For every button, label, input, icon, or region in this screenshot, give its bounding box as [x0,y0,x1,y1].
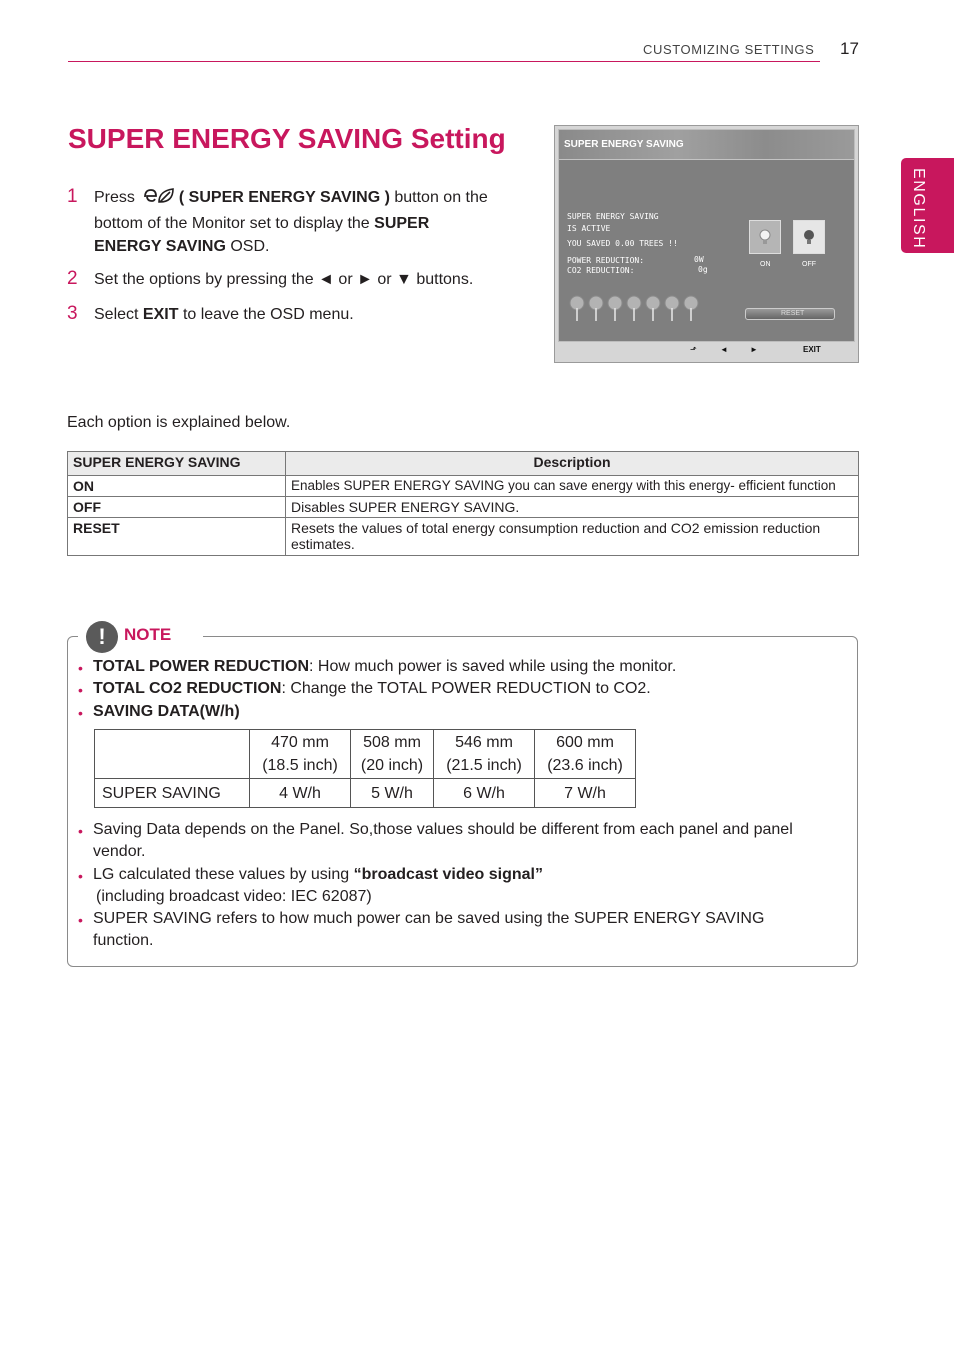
osd-title: SUPER ENERGY SAVING [564,139,684,150]
step-3-text [94,303,494,326]
option-desc: Resets the values of total energy consumption reduction and CO2 emission reduction estimates. [286,518,859,556]
bulb-on-icon [750,221,780,253]
header-option: SUPER ENERGY SAVING [68,452,286,476]
osd-power-value: 0W [694,255,704,264]
bullet-icon: • [78,823,83,839]
step-3-post: to leave the OSD menu. [182,306,354,323]
step-2-number: 2 [67,268,78,289]
step-2-text: Set the options by pressing the ◄ or ► or ▼ buttons. [94,271,474,288]
saving-size-row [95,730,636,779]
osd-nav-left[interactable]: ◄ [720,345,728,354]
step-1-pre: Press [94,189,135,206]
option-desc: Enables SUPER ENERGY SAVING you can save energy with this energy- efficient function [286,476,859,497]
note-item-broadcast-term: “broadcast video signal” [353,866,543,883]
size-inch: (23.6 inch) [547,757,623,774]
osd-back-icon[interactable]: ⬏ [690,345,697,354]
note-item-co2-term: TOTAL CO2 REDUCTION [93,680,282,697]
osd-reset-button[interactable] [745,308,835,320]
osd-status-line1: SUPER ENERGY SAVING [567,212,659,221]
osd-reset-label: RESET [781,310,805,317]
table-row [68,518,859,556]
size-inch: (21.5 inch) [446,757,522,774]
page-number: 17 [840,39,859,58]
options-table [67,451,859,556]
note-item-co2-text: : Change the TOTAL POWER REDUCTION to CO2. [281,680,651,697]
bullet-icon: • [78,912,83,928]
explain-text: Each option is explained below. [67,414,291,431]
note-item-power [93,656,838,678]
osd-exit[interactable]: EXIT [803,345,821,354]
bullet-icon: • [78,660,83,676]
osd-off-button[interactable] [793,220,825,254]
note-item-saving-term: SAVING DATA(W/h) [93,703,240,720]
saving-value: 4 W/h [250,779,351,808]
option-key: RESET [68,518,286,556]
saving-value: 5 W/h [351,779,434,808]
osd-on-label: ON [760,261,771,268]
note-item-super-saving: SUPER SAVING refers to how much power can be saved using the SUPER ENERGY SAVING function. [93,910,765,949]
step-1-bold-key: ( SUPER ENERGY SAVING ) [178,189,390,206]
saving-corner-cell [95,730,250,779]
saving-data-table [94,729,636,808]
osd-titlebar [559,130,854,160]
saving-value: 6 W/h [434,779,535,808]
size-cell [535,730,636,779]
note-item-panel: Saving Data depends on the Panel. So,those values should be different from each panel and panel vendor. [93,821,793,860]
exclamation-icon: ! [86,621,118,653]
bulb-off-icon [794,221,824,253]
step-1-post: OSD. [230,238,270,255]
saving-value-row [95,779,636,808]
osd-power-label: POWER REDUCTION: [567,256,645,265]
size-mm: 508 mm [363,734,421,751]
osd-screenshot [554,125,859,363]
note-item-power-text: : How much power is saved while using the monitor. [309,658,677,675]
osd-co2-label: CO2 REDUCTION: [567,266,635,275]
step-3-pre: Select [94,306,139,323]
note-item-broadcast [93,864,838,886]
osd-co2-value: 0g [698,265,708,274]
size-cell [351,730,434,779]
step-1-text [94,186,494,258]
bullet-icon: • [78,868,83,884]
leaf-energy-icon [143,187,175,212]
size-inch: (20 inch) [360,757,424,774]
step-1-number: 1 [67,186,78,207]
table-row [68,476,859,497]
bullet-icon: • [78,705,83,721]
page-title: SUPER ENERGY SAVING Setting [68,123,506,154]
note-item-saving-data [93,701,838,723]
step-1-mid: button on the bottom of the Monitor set to display the [94,189,488,232]
option-key: ON [68,476,286,497]
note-item-broadcast-pre: LG calculated these values by using [93,866,354,883]
saving-value: 7 W/h [535,779,636,808]
header-description: Description [286,452,859,476]
saving-row-label: SUPER SAVING [95,779,250,808]
table-header-row [68,452,859,476]
osd-off-label: OFF [802,261,816,268]
option-desc: Disables SUPER ENERGY SAVING. [286,497,859,518]
size-cell [250,730,351,779]
bullet-icon: • [78,682,83,698]
osd-trees-saved: YOU SAVED 0.00 TREES !! [567,239,678,248]
osd-nav-right[interactable]: ► [750,345,758,354]
tree-icons [567,294,707,324]
step-3-number: 3 [67,303,78,324]
size-mm: 470 mm [271,734,329,751]
table-row [68,497,859,518]
step-3-bold: EXIT [142,306,179,323]
osd-on-button[interactable] [749,220,781,254]
step-1-bold-osd: SUPER ENERGY SAVING [94,215,430,255]
note-item-power-term: TOTAL POWER REDUCTION [93,658,309,675]
note-item-co2 [93,678,838,700]
size-cell [434,730,535,779]
note-item-broadcast-sub: (including broadcast video: IEC 62087) [96,888,372,905]
size-inch: (18.5 inch) [262,757,338,774]
note-label: NOTE [124,625,172,644]
osd-panel [558,129,855,342]
header-divider [68,61,820,62]
size-mm: 546 mm [455,734,513,751]
running-header-section: CUSTOMIZING SETTINGS [643,42,815,57]
language-tab [901,158,954,253]
osd-status-line2: IS ACTIVE [567,224,611,233]
language-tab-label: ENGLISH [910,168,927,250]
size-mm: 600 mm [556,734,614,751]
option-key: OFF [68,497,286,518]
